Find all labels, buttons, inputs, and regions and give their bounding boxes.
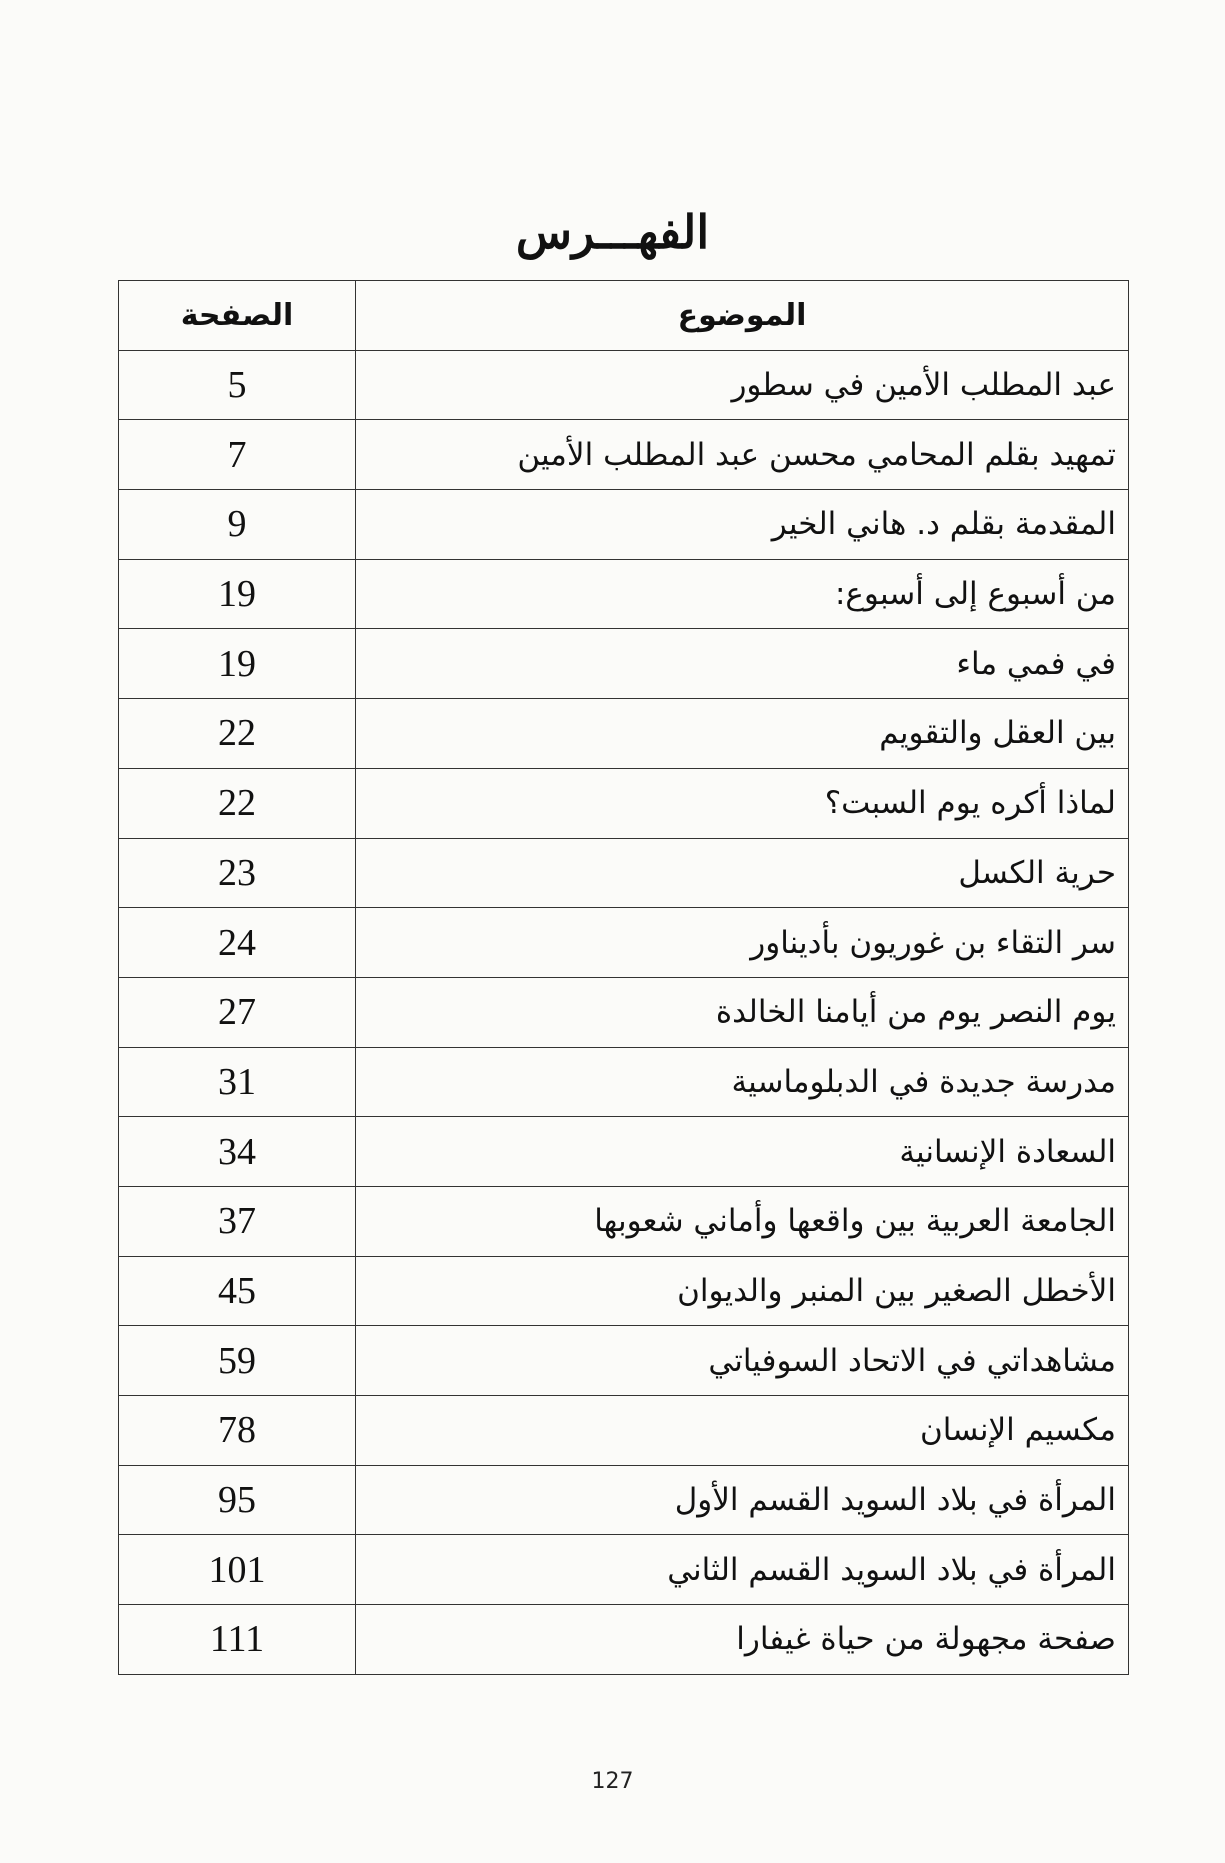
row-page: 34 — [119, 1117, 356, 1187]
table-row — [119, 1465, 1129, 1535]
row-page: 59 — [119, 1326, 356, 1396]
row-topic: الجامعة العربية بين واقعها وأماني شعوبها — [356, 1186, 1129, 1256]
row-page: 5 — [119, 350, 356, 420]
row-page: 22 — [119, 699, 356, 769]
table-row — [119, 1047, 1129, 1117]
row-topic: المرأة في بلاد السويد القسم الأول — [356, 1465, 1129, 1535]
row-page: 19 — [119, 559, 356, 629]
row-page: 27 — [119, 977, 356, 1047]
row-topic: تمهيد بقلم المحامي محسن عبد المطلب الأمين — [356, 420, 1129, 490]
row-topic: عبد المطلب الأمين في سطور — [356, 350, 1129, 420]
table-row — [119, 1117, 1129, 1187]
toc-table — [118, 280, 1129, 1675]
table-row — [119, 908, 1129, 978]
row-topic: بين العقل والتقويم — [356, 699, 1129, 769]
table-row — [119, 768, 1129, 838]
table-row — [119, 1535, 1129, 1605]
table-row — [119, 1186, 1129, 1256]
row-page: 31 — [119, 1047, 356, 1117]
row-topic: المرأة في بلاد السويد القسم الثاني — [356, 1535, 1129, 1605]
page-number: 127 — [591, 1769, 634, 1794]
row-topic: مدرسة جديدة في الدبلوماسية — [356, 1047, 1129, 1117]
row-page: 78 — [119, 1396, 356, 1466]
row-topic: يوم النصر يوم من أيامنا الخالدة — [356, 977, 1129, 1047]
row-page: 7 — [119, 420, 356, 490]
row-topic: في فمي ماء — [356, 629, 1129, 699]
table-row — [119, 977, 1129, 1047]
row-topic: الأخطل الصغير بين المنبر والديوان — [356, 1256, 1129, 1326]
table-row — [119, 1605, 1129, 1675]
row-page: 9 — [119, 490, 356, 560]
table-row — [119, 838, 1129, 908]
table-row — [119, 559, 1129, 629]
table-header-row — [119, 281, 1129, 351]
row-page: 23 — [119, 838, 356, 908]
row-page: 111 — [119, 1605, 356, 1675]
row-page: 24 — [119, 908, 356, 978]
row-topic: مشاهداتي في الاتحاد السوفياتي — [356, 1326, 1129, 1396]
row-topic: سر التقاء بن غوريون بأديناور — [356, 908, 1129, 978]
row-topic: المقدمة بقلم د. هاني الخير — [356, 490, 1129, 560]
page-title: الفهـــرس — [515, 205, 710, 259]
row-topic: لماذا أكره يوم السبت؟ — [356, 768, 1129, 838]
header-topic: الموضوع — [356, 281, 1129, 351]
row-topic: السعادة الإنسانية — [356, 1117, 1129, 1187]
row-page: 19 — [119, 629, 356, 699]
table-row — [119, 490, 1129, 560]
row-page: 37 — [119, 1186, 356, 1256]
table-row — [119, 1396, 1129, 1466]
row-page: 22 — [119, 768, 356, 838]
table-row — [119, 350, 1129, 420]
row-page: 101 — [119, 1535, 356, 1605]
row-page: 95 — [119, 1465, 356, 1535]
row-topic: مكسيم الإنسان — [356, 1396, 1129, 1466]
table-row — [119, 629, 1129, 699]
row-topic: صفحة مجهولة من حياة غيفارا — [356, 1605, 1129, 1675]
table-row — [119, 420, 1129, 490]
row-topic: من أسبوع إلى أسبوع: — [356, 559, 1129, 629]
table-row — [119, 1326, 1129, 1396]
header-page: الصفحة — [119, 281, 356, 351]
row-page: 45 — [119, 1256, 356, 1326]
table-row — [119, 1256, 1129, 1326]
row-topic: حرية الكسل — [356, 838, 1129, 908]
table-row — [119, 699, 1129, 769]
